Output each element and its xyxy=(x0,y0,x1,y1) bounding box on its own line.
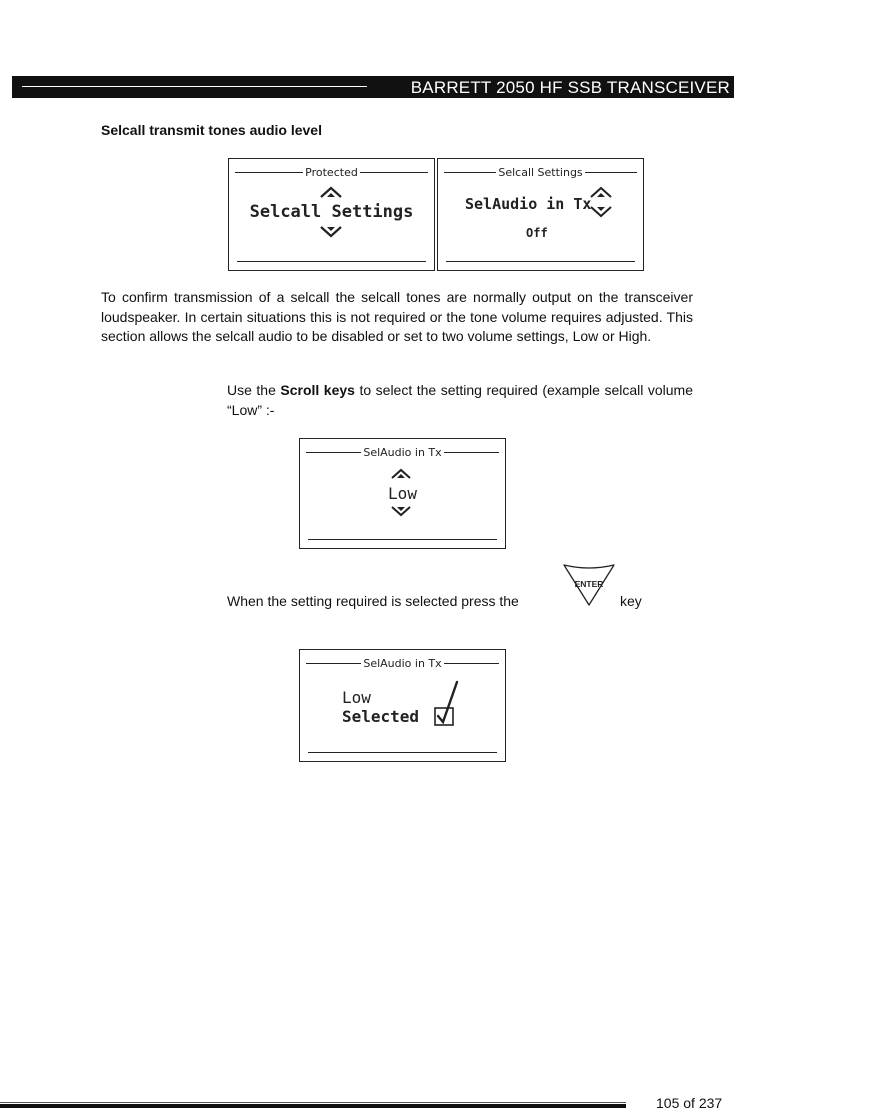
lcd-main-text: SelAudio in Tx xyxy=(465,195,592,213)
page-number: 105 of 237 xyxy=(656,1095,723,1111)
footer-rule-thin xyxy=(0,1102,626,1103)
scroll-up-down-icon xyxy=(588,185,614,219)
lcd-caption: Selcall Settings xyxy=(444,166,637,178)
lcd-caption: SelAudio in Tx xyxy=(306,657,499,669)
lcd-caption: SelAudio in Tx xyxy=(306,446,499,458)
scroll-down-icon xyxy=(319,225,343,238)
lcd-screen-selcall-settings xyxy=(437,158,644,271)
lcd-caption: Protected xyxy=(235,166,428,178)
enter-key-label: ENTER xyxy=(574,579,604,589)
key-word: key xyxy=(620,593,642,609)
lcd-line-1: Low xyxy=(342,688,371,707)
description-paragraph: To confirm transmission of a selcall the selcall tones are normally output on the transceiver loudspeaker. In certain situations this is not required or the tone volume requires adjusted. This section allows the selcall audio to be disabled or set to two volume settings, Low or High. xyxy=(101,289,693,344)
checkbox-checked-icon xyxy=(433,678,461,728)
footer-rule xyxy=(0,1104,626,1108)
header-rule xyxy=(22,86,367,87)
lcd-screen-selaudio-selected xyxy=(299,649,506,762)
lcd-main-text: Low xyxy=(388,484,417,503)
scroll-down-icon xyxy=(390,505,412,517)
lcd-screen-protected xyxy=(228,158,435,271)
section-heading: Selcall transmit tones audio level xyxy=(101,122,322,138)
lcd-screen-selaudio-low xyxy=(299,438,506,549)
document-title: BARRETT 2050 HF SSB TRANSCEIVER xyxy=(410,78,730,97)
scroll-instruction: Use the Scroll keys to select the setting required (example selcall volume “Low” :- xyxy=(227,382,693,418)
enter-instruction: When the setting required is selected press the xyxy=(227,593,519,609)
lcd-main-text: Selcall Settings xyxy=(249,202,414,222)
scroll-up-icon xyxy=(319,186,343,199)
enter-key-icon[interactable] xyxy=(561,563,617,607)
lcd-value: Off xyxy=(526,226,548,240)
lcd-line-2: Selected xyxy=(342,707,420,726)
scroll-keys-term: Scroll keys xyxy=(280,382,355,398)
scroll-up-icon xyxy=(390,468,412,480)
